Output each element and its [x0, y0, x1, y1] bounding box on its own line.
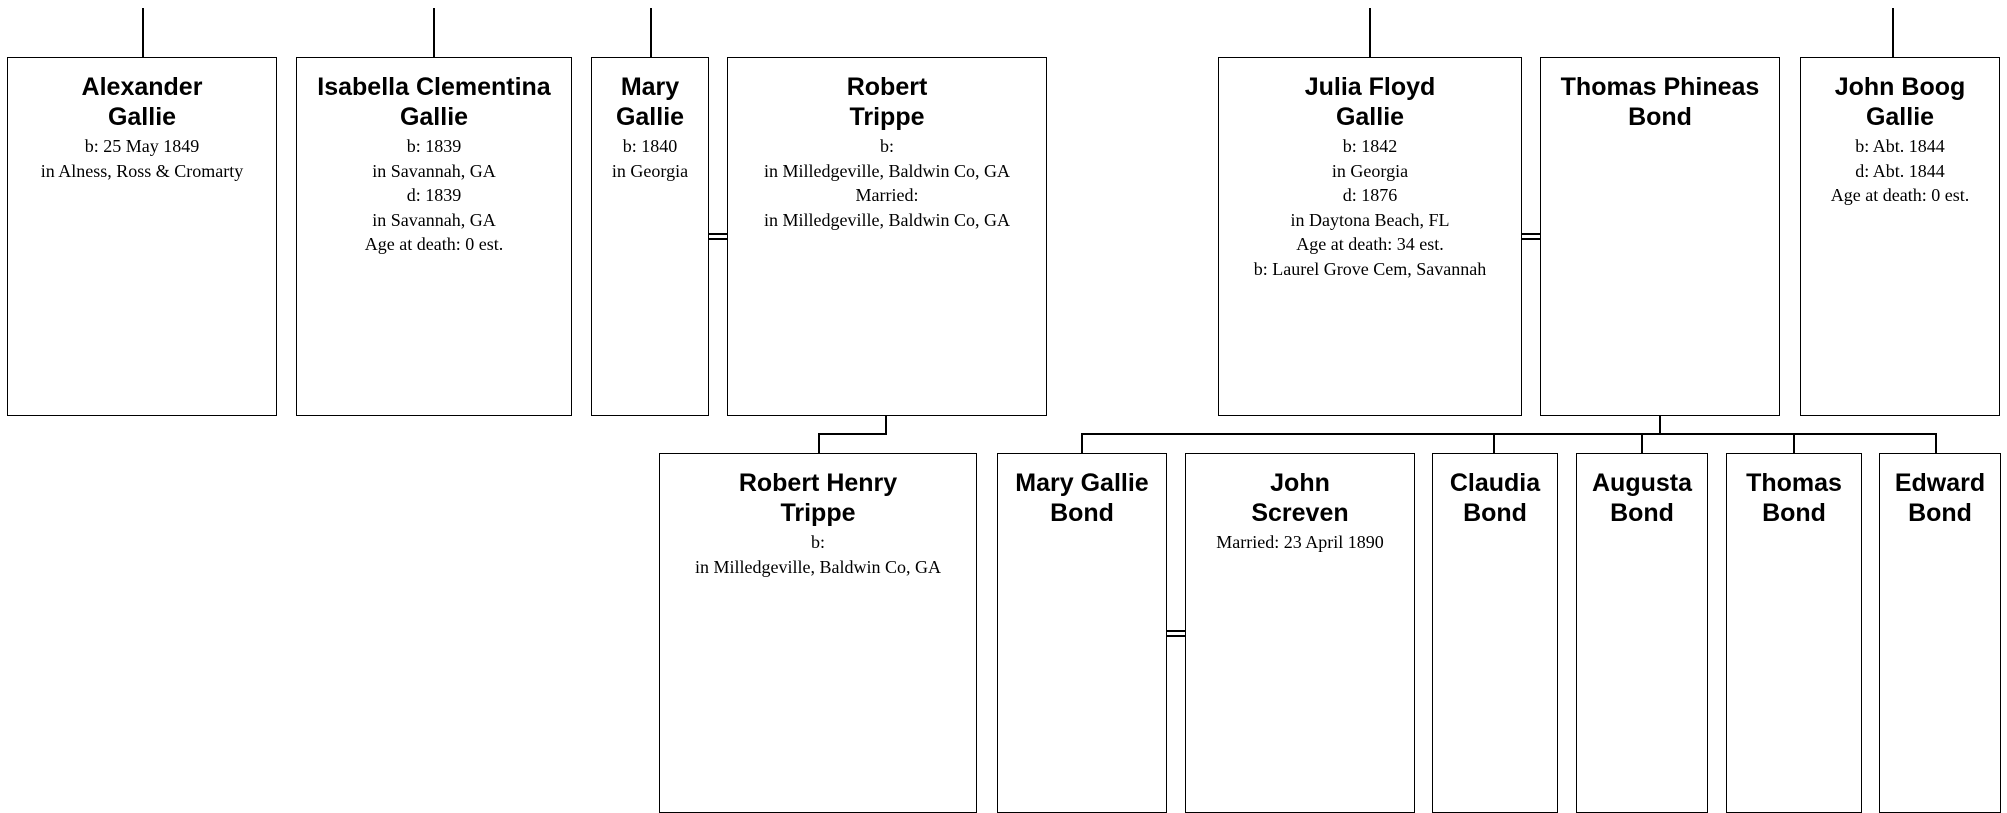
person-name-line: Gallie [615, 103, 685, 131]
person-name [1439, 468, 1551, 528]
person-name-line: Claudia [1449, 469, 1541, 497]
child-link-line [818, 433, 887, 435]
marriage-line [709, 233, 727, 235]
person-detail-line: b: Abt. 1844 [1855, 136, 1945, 156]
person-details [297, 134, 571, 257]
person-box-thomas-bond[interactable] [1726, 453, 1862, 813]
child-link-line [1081, 433, 1083, 453]
person-name [1886, 468, 1994, 528]
person-details [1801, 134, 1999, 208]
marriage-line [709, 238, 727, 240]
person-name-line: Julia Floyd [1304, 73, 1436, 101]
person-box-mary-gallie[interactable] [591, 57, 709, 416]
person-detail-line: d: Abt. 1844 [1855, 160, 1945, 181]
person-box-claudia-bond[interactable] [1432, 453, 1558, 813]
parent-link-line [1892, 8, 1894, 57]
parent-link-line [433, 8, 435, 57]
person-name [666, 468, 970, 528]
person-box-thomas-phineas-bond[interactable] [1540, 57, 1780, 416]
person-detail-line: in Georgia [611, 160, 689, 181]
parent-link-line [650, 8, 652, 57]
person-name [734, 72, 1040, 132]
person-name-line: Trippe [780, 499, 856, 527]
person-detail-line: in Milledgeville, Baldwin Co, GA [764, 160, 1010, 181]
person-box-augusta-bond[interactable] [1576, 453, 1708, 813]
person-box-john-boog-gallie[interactable] [1800, 57, 2000, 416]
parent-link-line [142, 8, 144, 57]
marriage-line [1167, 630, 1185, 632]
person-name-line: Isabella Clementina [317, 73, 551, 101]
person-name [1807, 72, 1993, 132]
person-name-line: Thomas [1746, 469, 1842, 497]
person-details [1219, 134, 1521, 281]
person-name-line: Mary Gallie [1015, 469, 1149, 497]
person-details [728, 134, 1046, 232]
person-name [1192, 468, 1408, 528]
child-link-line [1793, 433, 1795, 453]
marriage-line [1167, 635, 1185, 637]
marriage-line [1522, 233, 1540, 235]
person-box-isabella-clementina-gallie[interactable] [296, 57, 572, 416]
person-detail-line: Married: 23 April 1890 [1216, 532, 1384, 552]
person-detail-line: b: [879, 136, 894, 156]
person-detail-line: Age at death: 0 est. [364, 234, 504, 254]
person-box-julia-floyd-gallie[interactable] [1218, 57, 1522, 416]
person-detail-line: in Alness, Ross & Cromarty [40, 160, 244, 181]
child-link-line [1641, 433, 1643, 453]
person-box-edward-bond[interactable] [1879, 453, 2001, 813]
person-name-line: Gallie [399, 103, 469, 131]
person-details [8, 134, 276, 183]
child-link-line [818, 433, 820, 453]
person-details [592, 134, 708, 183]
parent-link-line [1369, 8, 1371, 57]
person-box-robert-trippe[interactable] [727, 57, 1047, 416]
person-detail-line: d: 1876 [1342, 185, 1398, 205]
person-name-line: Augusta [1592, 469, 1692, 497]
person-detail-line: in Milledgeville, Baldwin Co, GA [695, 556, 941, 577]
person-detail-line: b: 1839 [406, 136, 462, 156]
person-name-line: Gallie [1865, 103, 1935, 131]
person-name [1004, 468, 1160, 528]
person-name [14, 72, 270, 132]
person-box-mary-gallie-bond[interactable] [997, 453, 1167, 813]
person-name-line: Robert Henry [738, 469, 898, 497]
person-name [598, 72, 702, 132]
person-detail-line: b: 1840 [622, 136, 678, 156]
person-name-line: Bond [1628, 103, 1692, 131]
person-name-line: Robert [846, 73, 928, 101]
person-detail-line: b: 1842 [1342, 136, 1398, 156]
marriage-line [1522, 238, 1540, 240]
person-detail-line: in Savannah, GA [372, 160, 496, 181]
person-name-line: Gallie [1335, 103, 1405, 131]
person-name-line: Screven [1251, 499, 1349, 527]
person-detail-line: Age at death: 34 est. [1296, 234, 1444, 254]
person-name [1583, 468, 1701, 528]
person-box-alexander-gallie[interactable] [7, 57, 277, 416]
person-name-line: Trippe [849, 103, 925, 131]
person-name-line: Mary [620, 73, 680, 101]
child-link-line [885, 416, 887, 434]
child-link-line [1659, 416, 1661, 434]
person-name-line: Gallie [107, 103, 177, 131]
person-detail-line: b: [810, 532, 825, 552]
person-name [303, 72, 565, 132]
person-detail-line: in Georgia [1331, 160, 1409, 181]
child-link-line [1935, 433, 1937, 453]
person-name-line: Bond [1050, 499, 1114, 527]
person-detail-line: in Savannah, GA [372, 209, 496, 230]
person-detail-line: Married: [855, 185, 919, 205]
person-detail-line: in Milledgeville, Baldwin Co, GA [764, 209, 1010, 230]
person-name-line: Alexander [81, 73, 203, 101]
person-name [1547, 72, 1773, 132]
person-name-line: Thomas Phineas [1560, 73, 1760, 101]
child-link-line [1081, 433, 1937, 435]
person-name [1225, 72, 1515, 132]
person-box-robert-henry-trippe[interactable] [659, 453, 977, 813]
person-name-line: Edward [1894, 469, 1986, 497]
person-details [660, 530, 976, 579]
person-name-line: Bond [1762, 499, 1826, 527]
person-name-line: John [1270, 469, 1330, 497]
person-name-line: Bond [1463, 499, 1527, 527]
person-name [1733, 468, 1855, 528]
person-box-john-screven[interactable] [1185, 453, 1415, 813]
person-name-line: Bond [1908, 499, 1972, 527]
person-details [1186, 530, 1414, 555]
person-detail-line: d: 1839 [406, 185, 462, 205]
person-detail-line: in Daytona Beach, FL [1290, 209, 1450, 230]
person-detail-line: b: 25 May 1849 [84, 136, 200, 156]
person-detail-line: b: Laurel Grove Cem, Savannah [1253, 258, 1487, 279]
person-detail-line: Age at death: 0 est. [1830, 185, 1970, 205]
person-name-line: John Boog [1834, 73, 1966, 101]
person-name-line: Bond [1610, 499, 1674, 527]
child-link-line [1493, 433, 1495, 453]
